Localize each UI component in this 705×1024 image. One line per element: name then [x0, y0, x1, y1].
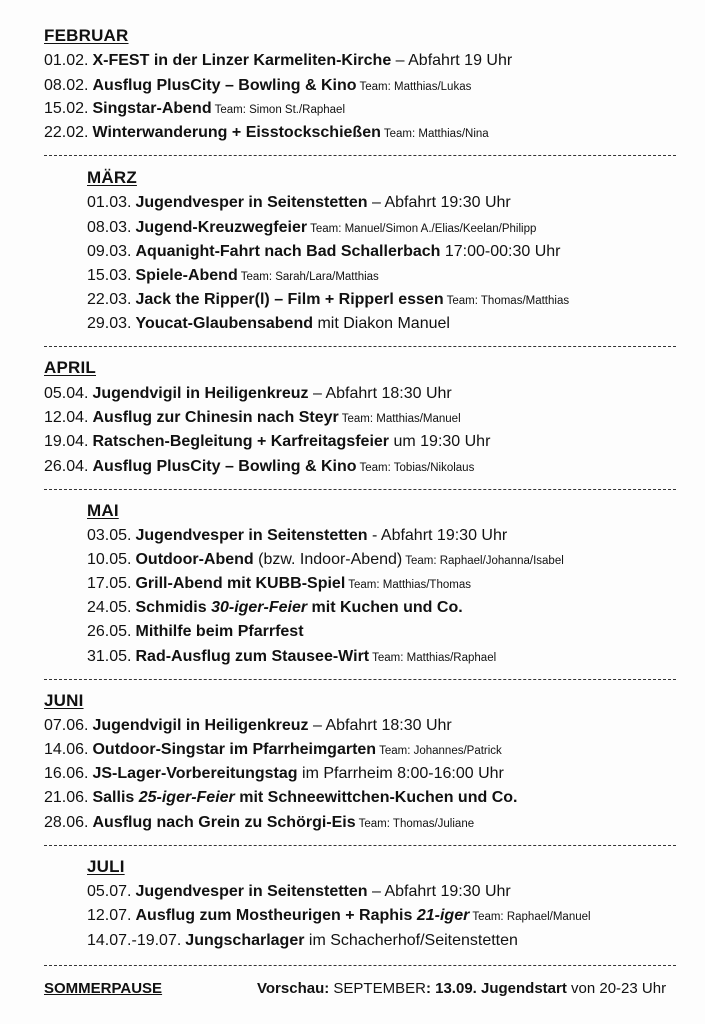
event-row	[87, 598, 463, 618]
event-row	[44, 123, 489, 144]
event-team: Team: Matthias/Nina	[383, 128, 489, 140]
event-date: 26.05.	[87, 623, 132, 640]
event-extra: – Abfahrt 18:30 Uhr	[312, 717, 452, 734]
event-title	[135, 599, 462, 616]
event-row	[87, 622, 304, 642]
month-heading-april: APRIL	[44, 358, 96, 377]
event-extra: im Pfarrheim 8:00-16:00 Uhr	[302, 765, 504, 782]
event-title: Grill-Abend mit KUBB-Spiel	[135, 575, 346, 592]
event-title-italic: 30-iger-Feier	[211, 599, 308, 616]
event-title: Ausflug zur Chinesin nach Steyr	[92, 409, 339, 426]
event-date: 14.07.-19.07.	[87, 932, 182, 949]
event-row	[87, 290, 569, 311]
footer-preview	[257, 980, 666, 997]
dashed-divider	[44, 155, 676, 156]
event-date: 24.05.	[87, 599, 132, 616]
event-team: Team: Raphael/Johanna/Isabel	[405, 555, 564, 567]
event-title: Outdoor-Abend	[135, 551, 254, 568]
event-row	[44, 457, 474, 478]
month-heading-maerz: MÄRZ	[87, 168, 137, 187]
event-date: 09.03.	[87, 243, 132, 260]
event-date: 14.06.	[44, 741, 89, 758]
event-date: 21.06.	[44, 789, 89, 806]
dashed-divider	[44, 489, 676, 490]
event-team: Team: Simon St./Raphael	[214, 104, 346, 116]
event-extra: mit Diakon Manuel	[317, 315, 450, 332]
event-title: Outdoor-Singstar im Pfarrheimgarten	[92, 741, 377, 758]
event-row	[44, 51, 512, 71]
event-title: Jugendvesper in Seitenstetten	[135, 527, 368, 544]
event-extra: – Abfahrt 19:30 Uhr	[372, 883, 511, 900]
event-row	[87, 526, 507, 546]
event-date: 26.04.	[44, 458, 89, 475]
event-extra: 17:00-00:30 Uhr	[444, 243, 561, 260]
event-row	[44, 764, 504, 784]
event-title-part: mit Schneewittchen-Kuchen und Co.	[234, 789, 518, 806]
event-date: 07.06.	[44, 717, 89, 734]
event-title: Ausflug nach Grein zu Schörgi-Eis	[92, 814, 356, 831]
event-row	[87, 266, 379, 287]
event-date: 15.02.	[44, 100, 89, 117]
event-row	[87, 550, 564, 571]
event-team: Team: Matthias/Raphael	[372, 652, 497, 664]
event-team: Team: Matthias/Thomas	[348, 579, 471, 591]
event-row	[44, 740, 502, 761]
preview-time: von 20-23 Uhr	[571, 980, 667, 997]
month-heading-mai: MAI	[87, 501, 119, 520]
event-date: 12.07.	[87, 907, 132, 924]
event-date: 08.03.	[87, 219, 132, 236]
event-extra: – Abfahrt 18:30 Uhr	[312, 385, 452, 402]
event-row	[44, 788, 517, 808]
preview-month: SEPTEMBER	[333, 980, 426, 997]
event-extra: um 19:30 Uhr	[393, 433, 491, 450]
event-date: 12.04.	[44, 409, 89, 426]
event-title-part: mit Kuchen und Co.	[307, 599, 463, 616]
dashed-divider	[44, 679, 676, 680]
event-extra: – Abfahrt 19:30 Uhr	[372, 194, 511, 211]
event-row	[44, 716, 452, 736]
event-date: 05.07.	[87, 883, 132, 900]
dashed-divider	[44, 965, 676, 966]
event-title: Winterwanderung + Eisstockschießen	[92, 124, 381, 141]
event-row	[87, 882, 511, 902]
event-date: 22.02.	[44, 124, 89, 141]
event-date: 19.04.	[44, 433, 89, 450]
preview-date: 13.09. Jugendstart	[435, 980, 567, 997]
event-row	[44, 384, 452, 404]
event-title: Jugend-Kreuzwegfeier	[135, 219, 308, 236]
event-date: 10.05.	[87, 551, 132, 568]
event-row	[87, 314, 450, 334]
event-row	[87, 647, 496, 668]
preview-label: Vorschau:	[257, 980, 330, 997]
event-date: 05.04.	[44, 385, 89, 402]
event-team: Team: Matthias/Lukas	[359, 81, 472, 93]
event-title-part: Schmidis	[135, 599, 212, 616]
dashed-divider	[44, 346, 676, 347]
event-title: Jugendvigil in Heiligenkreuz	[92, 717, 309, 734]
event-date: 28.06.	[44, 814, 89, 831]
event-title: Ausflug PlusCity – Bowling & Kino	[92, 77, 357, 94]
dashed-divider	[44, 845, 676, 846]
event-team: Team: Manuel/Simon A./Elias/Keelan/Philipp	[310, 223, 537, 235]
event-row	[44, 813, 474, 834]
event-row	[44, 408, 461, 429]
event-date: 01.02.	[44, 52, 89, 69]
event-date: 01.03.	[87, 194, 132, 211]
month-heading-juli: JULI	[87, 857, 125, 876]
event-date: 03.05.	[87, 527, 132, 544]
event-title: Ratschen-Begleitung + Karfreitagsfeier	[92, 433, 390, 450]
event-title: Mithilfe beim Pfarrfest	[135, 623, 304, 640]
event-title	[92, 789, 517, 806]
event-row	[87, 193, 511, 213]
event-team: Team: Johannes/Patrick	[379, 745, 502, 757]
event-title: Jugendvigil in Heiligenkreuz	[92, 385, 309, 402]
event-team: Team: Matthias/Manuel	[341, 413, 461, 425]
event-title-italic: 25-iger-Feier	[138, 789, 235, 806]
event-extra: – Abfahrt 19 Uhr	[395, 52, 513, 69]
footer-sommerpause	[44, 980, 162, 997]
month-heading-juni: JUNI	[44, 691, 84, 710]
event-row	[44, 432, 490, 452]
event-date: 16.06.	[44, 765, 89, 782]
event-team: Team: Thomas/Matthias	[446, 295, 570, 307]
sommerpause-label: SOMMERPAUSE	[44, 980, 163, 997]
event-title: Jack the Ripper(l) – Film + Ripperl essen	[135, 291, 444, 308]
event-row	[44, 76, 471, 97]
event-title	[135, 907, 469, 924]
event-team: Team: Sarah/Lara/Matthias	[240, 271, 379, 283]
month-heading-februar: FEBRUAR	[44, 26, 129, 45]
event-title: Jungscharlager	[185, 932, 305, 949]
event-title: Aquanight-Fahrt nach Bad Schallerbach	[135, 243, 441, 260]
event-date: 15.03.	[87, 267, 132, 284]
event-title: Jugendvesper in Seitenstetten	[135, 194, 368, 211]
event-date: 29.03.	[87, 315, 132, 332]
event-title-italic: 21-iger	[416, 907, 470, 924]
event-date: 17.05.	[87, 575, 132, 592]
event-team: Team: Thomas/Juliane	[358, 818, 475, 830]
event-date: 22.03.	[87, 291, 132, 308]
event-row	[87, 574, 471, 595]
event-title: Singstar-Abend	[92, 100, 212, 117]
event-title-part: Sallis	[92, 789, 139, 806]
preview-colon: :	[425, 980, 431, 997]
event-row	[44, 99, 345, 120]
event-title: X-FEST in der Linzer Karmeliten-Kirche	[92, 52, 392, 69]
event-extra: - Abfahrt 19:30 Uhr	[372, 527, 508, 544]
event-date: 08.02.	[44, 77, 89, 94]
event-title: JS-Lager-Vorbereitungstag	[92, 765, 298, 782]
event-extra: im Schacherhof/Seitenstetten	[308, 932, 518, 949]
event-title: Rad-Ausflug zum Stausee-Wirt	[135, 648, 370, 665]
event-row	[87, 242, 561, 262]
event-row	[87, 931, 518, 951]
event-team: Team: Tobias/Nikolaus	[359, 462, 475, 474]
event-row	[87, 218, 536, 239]
event-title: Ausflug PlusCity – Bowling & Kino	[92, 458, 357, 475]
event-team: Team: Raphael/Manuel	[472, 911, 591, 923]
event-row	[87, 906, 591, 927]
event-title: Jugendvesper in Seitenstetten	[135, 883, 368, 900]
event-extra: (bzw. Indoor-Abend)	[258, 551, 403, 568]
event-title: Spiele-Abend	[135, 267, 238, 284]
event-date: 31.05.	[87, 648, 132, 665]
event-title-part: Ausflug zum Mostheurigen + Raphis	[135, 907, 417, 924]
event-title: Youcat-Glaubensabend	[135, 315, 313, 332]
